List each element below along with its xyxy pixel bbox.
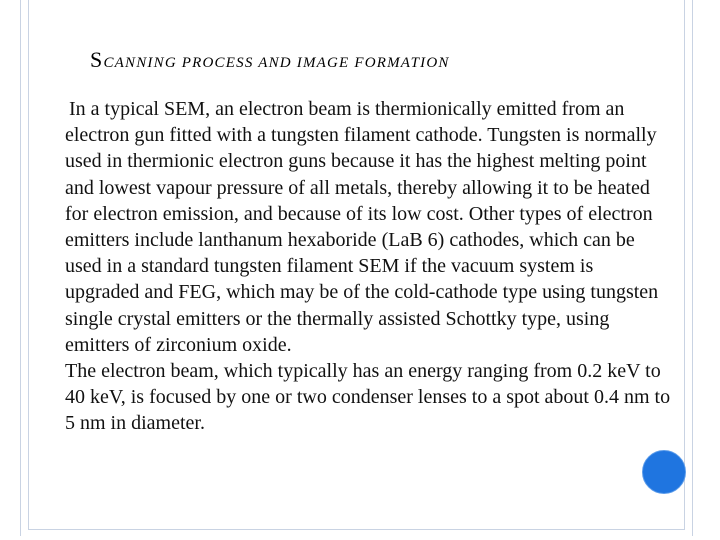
slide-body [65,96,671,437]
accent-circle [642,450,686,494]
paragraph-1-text: In a typical SEM, an electron beam is thermionically emitted from an electron gun fitted with a tungsten filament cathode. Tungsten is normally used in thermionic electron guns because it has the highest melting point and lowest vapour pressure of all metals, thereby allowing it to be heated for electron emission, and because of its low cost. Other types of electron emitters include lanthanum hexaboride (LaB 6) cathodes, which can be used in a standard tungsten filament SEM if the vacuum system is upgraded and FEG, which may be of the cold-cathode type using tungsten single crystal emitters or the thermally assisted Schottky type, using emitters of zirconium oxide. [65,98,659,356]
title-rest: CANNING PROCESS AND IMAGE FORMATION [103,55,450,71]
title-initial: S [90,47,104,72]
body-paragraph-1 [65,96,671,358]
slide-title [90,47,450,73]
paragraph-2-text: The electron beam, which typically has an energy ranging from 0.2 keV to 40 keV, is focused by one or two condenser lenses to a spot about 0.4 nm to 5 nm in diameter. [65,360,671,435]
body-paragraph-2 [65,358,671,437]
